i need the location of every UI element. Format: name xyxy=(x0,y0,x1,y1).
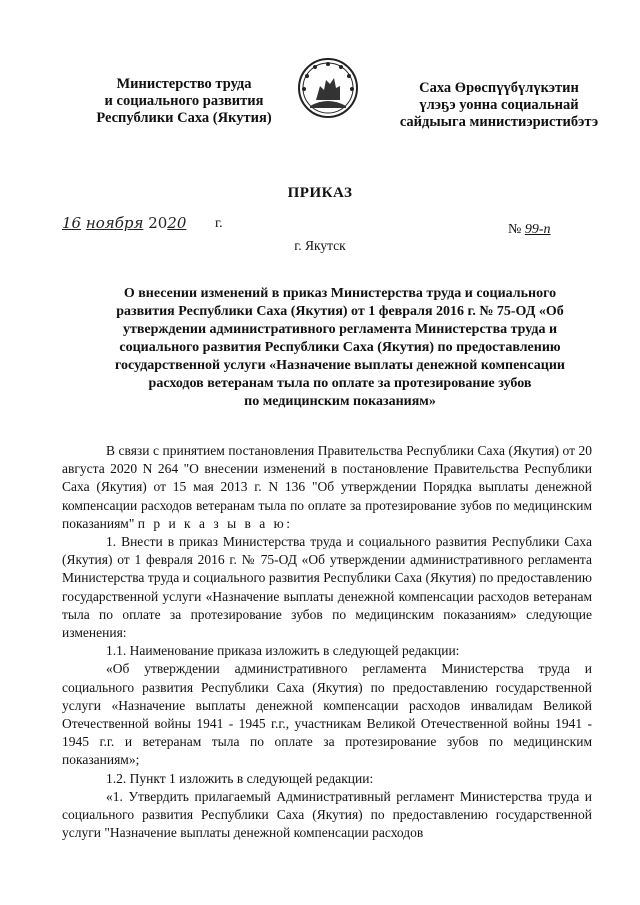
paragraph-1-1-text: «Об утверждении административного регламента Министерства труда и социального развития Республики Саха (Якутия) по предоставлению государственной услуги «Назначение выплаты денежной компенсации расходов инвалидам Великой Отечественной войны 1941 - 1945 г.г., участникам Великой Отечественной войны 1941 - 1945 г.г. и ветеранам тыла по оплате за протезирование зубов по медицинским показаниям»; xyxy=(62,661,592,768)
subject-line: утверждении административного регламента Министерства труда и xyxy=(122,322,558,337)
date-day: 16 xyxy=(62,214,82,232)
paragraph-1-2-text: «1. Утвердить прилагаемый Административный регламент Министерства труда и социального развития Республики Саха (Якутия) по предоставлению государственной услуги "Назначение выплаты денежной компенсации расходов xyxy=(62,788,592,841)
order-word: п р и к а з ы в а ю: xyxy=(137,515,293,531)
subject-line: расходов ветеранам тыла по оплате за протезирование зубов xyxy=(148,376,532,391)
ministry-name-sakha-line: Саха Өрөспүүбүлүкэтин xyxy=(419,80,579,96)
order-date xyxy=(62,214,186,232)
ministry-name-sakha-line: сайдыыга министиэристибэтэ xyxy=(399,114,599,130)
paragraph-1-2: 1.2. Пункт 1 изложить в следующей редакции: xyxy=(106,770,374,786)
date-suffix: г. xyxy=(215,216,223,231)
order-subject xyxy=(90,285,590,411)
order-number xyxy=(508,222,551,238)
intro-text: В связи с принятием постановления Правительства Республики Саха (Якутия) от 20 августа 2020 N 264 "О внесении изменений в постановление Правительства Республики Саха (Якутия) от 15 мая 2013 г. N 136 "Об утверждении Порядка выплаты денежной компенсации расходов ветеранам тыла по оплате за протезирование зубов по медицинским показаниям" xyxy=(62,443,592,531)
date-year-prefix: 20 xyxy=(148,214,168,232)
subject-line: развития Республики Саха (Якутия) от 1 февраля 2016 г. № 75-ОД «Об xyxy=(116,304,564,319)
subject-line: О внесении изменений в приказ Министерства труда и социального xyxy=(123,286,557,301)
city: г. Якутск xyxy=(294,238,346,253)
subject-line: социального развития Республики Саха (Якутия) по предоставлению xyxy=(119,340,561,355)
number-label: № xyxy=(508,222,522,237)
intro-paragraph xyxy=(62,442,592,533)
subject-line: государственной услуги «Назначение выплаты денежной компенсации xyxy=(115,358,565,373)
paragraph-1: 1. Внести в приказ Министерства труда и социального развития Республики Саха (Якутия) от 1 февраля 2016 г. № 75-ОД «Об утверждении административного регламента Министерства труда и социального развития Республики Саха (Якутия) по предоставлению государственной услуги «Назначение выплаты денежной компенсации расходов ветеранам тыла по оплате за протезирование зубов по медицинским показаниям» следующие изменения: xyxy=(62,534,592,641)
ministry-name-ru-line: Министерство труда xyxy=(116,76,252,92)
date-year-hand: 20 xyxy=(167,214,187,232)
order-body xyxy=(62,442,592,842)
ministry-name-sakha xyxy=(384,80,614,131)
ministry-name-ru xyxy=(84,76,284,127)
ministry-name-sakha-line: үлэҕэ уонна социальнай xyxy=(419,97,579,113)
document-title: ПРИКАЗ xyxy=(287,185,353,201)
ministry-name-ru-line: и социального развития xyxy=(104,93,264,109)
date-month: ноября xyxy=(85,214,144,232)
subject-line: по медицинским показаниям» xyxy=(244,394,436,409)
paragraph-1-1: 1.1. Наименование приказа изложить в следующей редакции: xyxy=(106,643,460,659)
ministry-name-ru-line: Республики Саха (Якутия) xyxy=(96,110,272,126)
number-value: 99-п xyxy=(524,222,551,237)
coat-of-arms-emblem xyxy=(296,56,360,120)
